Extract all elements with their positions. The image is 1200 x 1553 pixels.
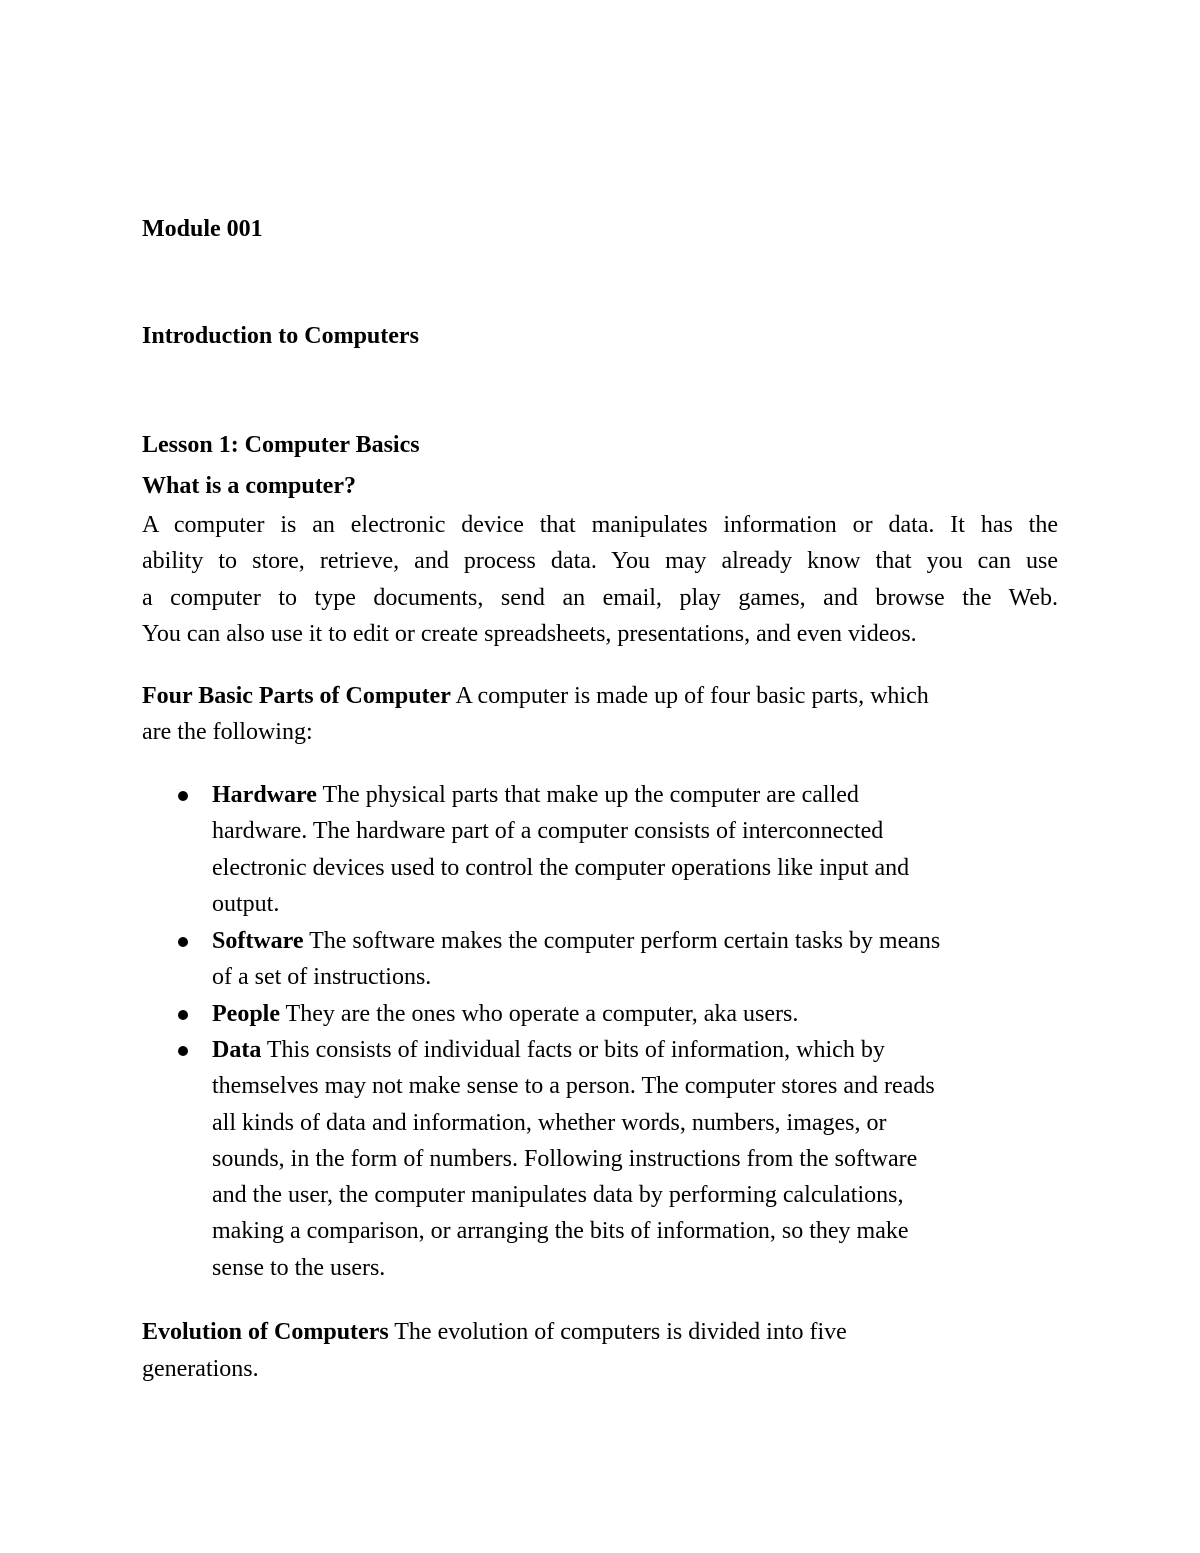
bullet-icon <box>178 791 188 801</box>
section-heading: Four Basic Parts of Computer <box>142 683 451 709</box>
list-item-line: sense to the users. <box>212 1255 386 1281</box>
paragraph-line: a computer to type documents, send an email, play games, and browse the Web. <box>142 585 1058 611</box>
section-text: The evolution of computers is divided into five <box>388 1319 847 1345</box>
list-item-line <box>212 923 940 959</box>
paragraph-line: A computer is an electronic device that manipulates information or data. It has the <box>142 512 1058 538</box>
paragraph-line <box>142 678 929 714</box>
section-text: A computer is made up of four basic parts, which <box>450 683 929 709</box>
paragraph-line: generations. <box>142 1356 259 1382</box>
section-heading: Evolution of Computers <box>142 1319 389 1345</box>
list-item-line: all kinds of data and information, whether words, numbers, images, or <box>212 1110 887 1136</box>
list-item-line: output. <box>212 891 280 917</box>
list-item-line: sounds, in the form of numbers. Following instructions from the software <box>212 1146 918 1172</box>
paragraph-line: ability to store, retrieve, and process data. You may already know that you can use <box>142 548 1058 574</box>
list-item-line <box>212 1032 885 1068</box>
lesson-title: Lesson 1: Computer Basics <box>142 432 420 458</box>
item-term: People <box>212 1001 280 1027</box>
list-item-line <box>212 996 798 1032</box>
list-item-line: electronic devices used to control the computer operations like input and <box>212 855 910 881</box>
list-item-line: of a set of instructions. <box>212 964 432 990</box>
item-term: Hardware <box>212 782 317 808</box>
bullet-icon <box>178 1010 188 1020</box>
bullet-icon <box>178 937 188 947</box>
question-heading: What is a computer? <box>142 473 356 499</box>
paragraph-line: are the following: <box>142 719 313 745</box>
paragraph-line: You can also use it to edit or create spreadsheets, presentations, and even videos. <box>142 621 917 647</box>
item-text: They are the ones who operate a computer, aka users. <box>279 1001 799 1027</box>
list-item-line: and the user, the computer manipulates data by performing calculations, <box>212 1182 904 1208</box>
item-text: The physical parts that make up the computer are called <box>316 782 859 808</box>
item-text: The software makes the computer perform certain tasks by means <box>303 928 941 954</box>
item-term: Software <box>212 928 304 954</box>
bullet-icon <box>178 1046 188 1056</box>
course-title: Introduction to Computers <box>142 323 419 349</box>
module-title: Module 001 <box>142 216 263 242</box>
list-item-line: hardware. The hardware part of a computer consists of interconnected <box>212 818 884 844</box>
list-item-line <box>212 777 859 813</box>
list-item-line: themselves may not make sense to a person. The computer stores and reads <box>212 1073 935 1099</box>
paragraph-line <box>142 1314 847 1350</box>
list-item-line: making a comparison, or arranging the bits of information, so they make <box>212 1218 909 1244</box>
item-term: Data <box>212 1037 262 1063</box>
item-text: This consists of individual facts or bits of information, which by <box>261 1037 885 1063</box>
